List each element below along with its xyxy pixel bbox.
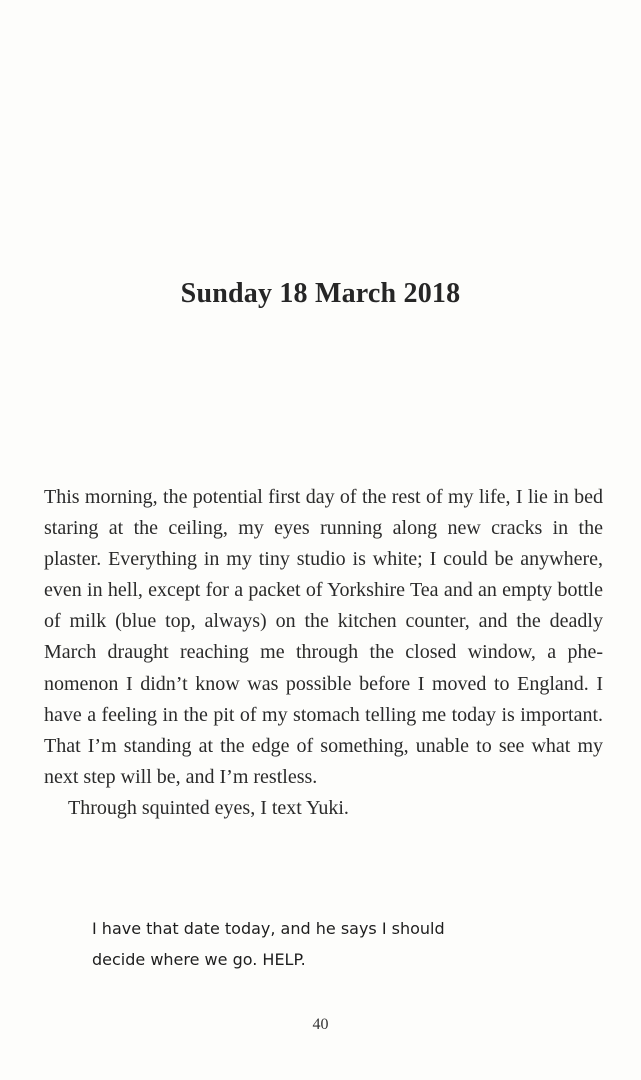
chapter-title: Sunday 18 March 2018 (180, 277, 461, 309)
text-message: I have that date today, and he says I should decide where we go. HELP. (92, 919, 445, 969)
paragraph-2: Through squinted eyes, I text Yuki. (68, 796, 349, 819)
paragraph-1: This morning, the potential first day of the rest of my life, I lie in bed staring at the ceiling, my eyes running along new cracks in the plaster. Everything in my tiny studio is white; I could be anywhere, even in hell, except for a packet of Yorkshire Tea and an empty bottle of milk (blue top, always) on the kitchen counter, and the deadly March draught reaching me through the closed window, a phenomenon I didn’t know was possible before I moved to England. I have a feeling in the pit of my stomach telling me today is important. That I’m standing at the edge of something, unable to see what my next step will be, and I’m restless. (44, 486, 603, 788)
page-number: 40 (312, 1016, 329, 1033)
body-text (44, 482, 603, 824)
